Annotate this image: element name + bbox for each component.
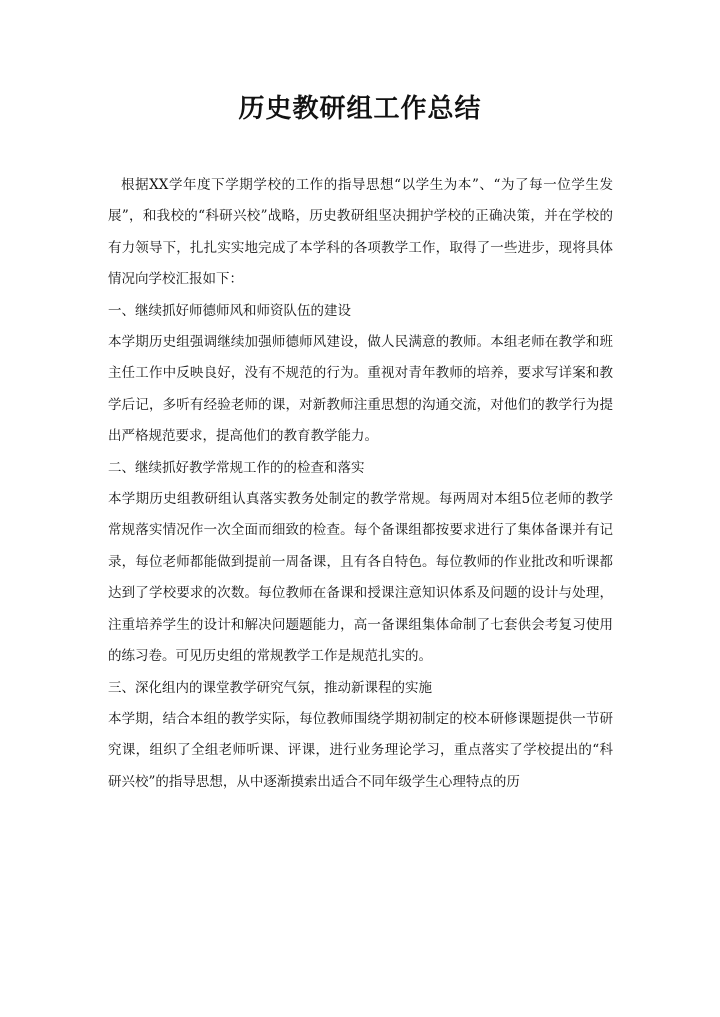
section-heading-3: 三、深化组内的课堂教学研究气氛，推动新课程的实施 — [108, 679, 432, 696]
section-paragraph-2: 本学期历史组教研组认真落实教务处制定的教学常规。每两周对本组5位老师的教学常规落实情况作一次全面而细致的检查。每个备课组都按要求进行了集体备课并有记录，每位老师都能做到提前一周备课，且有各自特色。每位教师的作业批改和听课都达到了学校要求的次数。每位教师在备课和授课注意知识体系及问题的设计与处理，注重培养学生的设计和解决问题题能力，高一备课组集体命制了七套供会考复习使用的练习卷。可见历史组的常规教学工作是规范扎实的。 — [108, 491, 613, 665]
document-title: 历史教研组工作总结 — [238, 94, 482, 124]
section-paragraph-1: 本学期历史组强调继续加强师德师风建设，做人民满意的教师。本组老师在教学和班主任工作中反映良好，没有不规范的行为。重视对青年教师的培养，要求写详案和教学后记，多听有经验老师的课，对新教师注重思想的沟通交流，对他们的教学行为提出严格规范要求，提高他们的教育教学能力。 — [108, 334, 613, 445]
section-heading-1: 一、继续抓好师德师风和师资队伍的建设 — [108, 302, 351, 319]
document-body — [108, 170, 613, 798]
intro-paragraph: 根据XX学年度下学期学校的工作的指导思想“以学生为本”、“为了每一位学生发展”，和我校的“科研兴校”战略，历史教研组坚决拥护学校的正确决策，并在学校的有力领导下，扎扎实实地完成了本学科的各项教学工作，取得了一些进步，现将具体情况向学校汇报如下： — [108, 177, 613, 288]
section-heading-2: 二、继续抓好教学常规工作的的检查和落实 — [108, 459, 365, 476]
section-paragraph-3: 本学期，结合本组的教学实际，每位教师围绕学期初制定的校本研修课题提供一节研究课，组织了全组老师听课、评课，进行业务理论学习，重点落实了学校提出的“科研兴校”的指导思想，从中逐渐摸索出适合不同年级学生心理特点的历 — [108, 710, 613, 790]
